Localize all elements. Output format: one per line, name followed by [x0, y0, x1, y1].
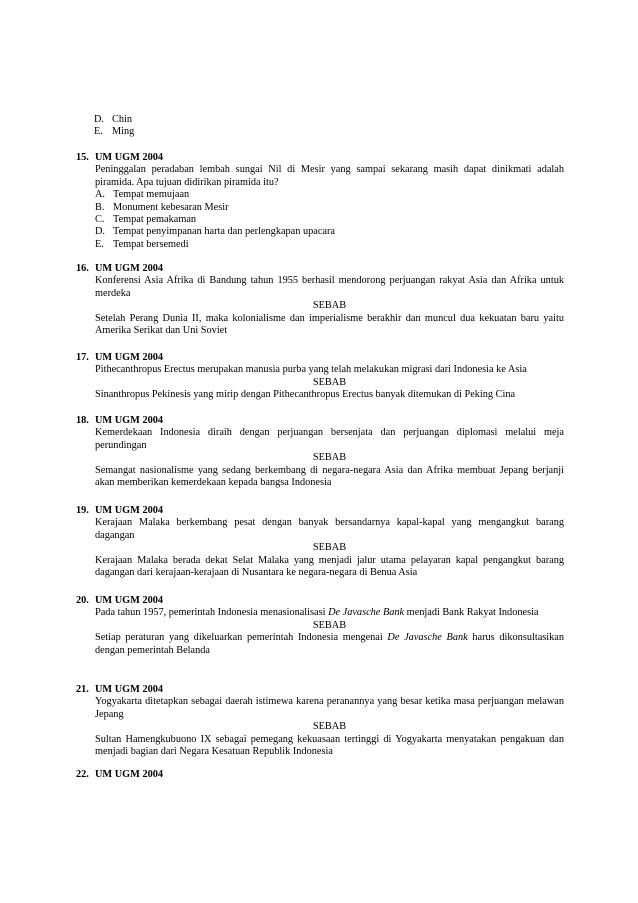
reason: Kerajaan Malaka berada dekat Selat Malaka yang menjadi jalur utama pelayaran kapal pengangkut barang dagangan dari kerajaan-kerajaan di Nusantara ke negara-negara di Benua Asia [95, 554, 564, 579]
option-d [94, 114, 134, 126]
option-c [95, 214, 564, 226]
option-label: D. [95, 226, 106, 238]
statement: Pithecanthropus Erectus merupakan manusia purba yang telah melakukan migrasi dari Indonesia ke Asia [95, 364, 527, 376]
option-text: Chin [112, 114, 133, 125]
statement-text: menjadi Bank Rakyat Indonesia [404, 607, 539, 619]
statement-text: Pada tahun 1957, pemerintah Indonesia menasionalisasi [95, 607, 329, 619]
question-source: UM UGM 2004 [95, 415, 164, 426]
sebab-divider: SEBAB [312, 376, 347, 388]
question-header [76, 352, 564, 364]
question-header [76, 595, 564, 607]
option-label: E. [95, 238, 104, 250]
question-16 [76, 263, 564, 337]
option-text: Tempat pemakaman [113, 214, 197, 226]
option-text: Tempat bersemedi [113, 238, 189, 250]
prev-question-options [94, 114, 134, 139]
question-body [95, 275, 564, 337]
question-19 [76, 505, 564, 579]
option-label: B. [95, 201, 105, 213]
sebab-divider: SEBAB [312, 721, 347, 733]
question-number: 16. [76, 263, 89, 274]
question-number: 20. [76, 595, 89, 606]
question-body [95, 427, 564, 489]
option-text: Monument kebesaran Mesir [113, 201, 229, 213]
question-source: UM UGM 2004 [95, 352, 164, 363]
question-header [76, 415, 564, 427]
reason: Semangat nasionalisme yang sedang berkembang di negara-negara Asia dan Afrika membuat Jepang berjanji akan memberikan kemerdekaan kepada bangsa Indonesia [95, 464, 564, 489]
question-source: UM UGM 2004 [95, 684, 164, 695]
bank-name: De Javasche Bank [387, 632, 468, 644]
sebab-divider: SEBAB [312, 619, 347, 631]
question-22 [76, 769, 564, 781]
option-text: Tempat penyimpanan harta dan perlengkapan upacara [113, 226, 335, 238]
question-source: UM UGM 2004 [95, 505, 164, 516]
question-header [76, 263, 564, 275]
question-number: 18. [76, 415, 89, 426]
question-number: 15. [76, 152, 89, 163]
question-source: UM UGM 2004 [95, 263, 164, 274]
question-number: 22. [76, 769, 89, 780]
question-number: 21. [76, 684, 89, 695]
question-source: UM UGM 2004 [95, 769, 164, 780]
question-body [95, 607, 564, 657]
bank-name: De Javasche Bank [328, 607, 405, 619]
option-e [94, 126, 134, 138]
option-a [95, 189, 564, 201]
question-21 [76, 684, 564, 758]
option-label: E. [94, 126, 103, 138]
question-header [76, 505, 564, 517]
question-source: UM UGM 2004 [95, 152, 164, 163]
question-17 [76, 352, 564, 402]
option-d [95, 226, 564, 238]
question-18 [76, 415, 564, 489]
reason: Sultan Hamengkubuono IX sebagai pemegang kekuasaan tertinggi di Yogyakarta menyatakan pengakuan dan menjadi bagian dari Negara Kesatuan Republik Indonesia [95, 733, 564, 758]
question-header [76, 684, 564, 696]
option-list [95, 189, 564, 251]
question-body [95, 164, 564, 251]
option-label: C. [95, 214, 105, 226]
sebab-divider: SEBAB [312, 542, 347, 554]
reason-text: harus dikonsultasikan dengan pemerintah Belanda [95, 632, 565, 656]
option-b [95, 202, 564, 214]
statement: Kerajaan Malaka berkembang pesat dengan banyak bersandarnya kapal-kapal yang mengangkut barang dagangan [95, 517, 564, 541]
question-number: 17. [76, 352, 89, 363]
reason-text: Setiap peraturan yang dikeluarkan pemerintah Indonesia mengenai [95, 632, 388, 644]
reason: Sinanthropus Pekinesis yang mirip dengan Pithecanthropus Erectus banyak ditemukan di Peking Cina [95, 389, 516, 401]
question-body [95, 517, 564, 579]
statement: Konferensi Asia Afrika di Bandung tahun 1955 berhasil mendorong perjuangan rakyat Asia dan Afrika untuk merdeka [95, 275, 564, 299]
question-20 [76, 595, 564, 657]
question-header [76, 152, 564, 164]
question-number: 19. [76, 505, 89, 516]
option-label: D. [94, 114, 105, 125]
statement: Yogyakarta ditetapkan sebagai daerah istimewa karena peranannya yang besar ketika masa perjuangan melawan Jepang [95, 696, 564, 720]
option-label: A. [95, 189, 106, 201]
option-e [95, 239, 564, 251]
question-stem: Peninggalan peradaban lembah sungai Nil di Mesir yang sampai sekarang masih dapat dinikmati adalah piramida. Apa tujuan didirikan piramida itu? [95, 164, 564, 188]
sebab-divider: SEBAB [312, 452, 347, 464]
sebab-divider: SEBAB [312, 300, 347, 312]
option-text: Tempat memujaan [113, 189, 190, 201]
question-source: UM UGM 2004 [95, 595, 164, 606]
question-body [95, 696, 564, 758]
question-header [76, 769, 564, 781]
question-body [95, 364, 564, 401]
option-text: Ming [112, 126, 135, 138]
statement [95, 607, 564, 619]
statement: Kemerdekaan Indonesia diraih dengan perjuangan bersenjata dan perjuangan diplomasi melalui meja perundingan [95, 427, 564, 451]
question-15 [76, 152, 564, 251]
reason [95, 632, 564, 657]
reason: Setelah Perang Dunia II, maka kolonialisme dan imperialisme berakhir dan muncul dua kekuatan baru yaitu Amerika Serikat dan Uni Soviet [95, 312, 564, 337]
